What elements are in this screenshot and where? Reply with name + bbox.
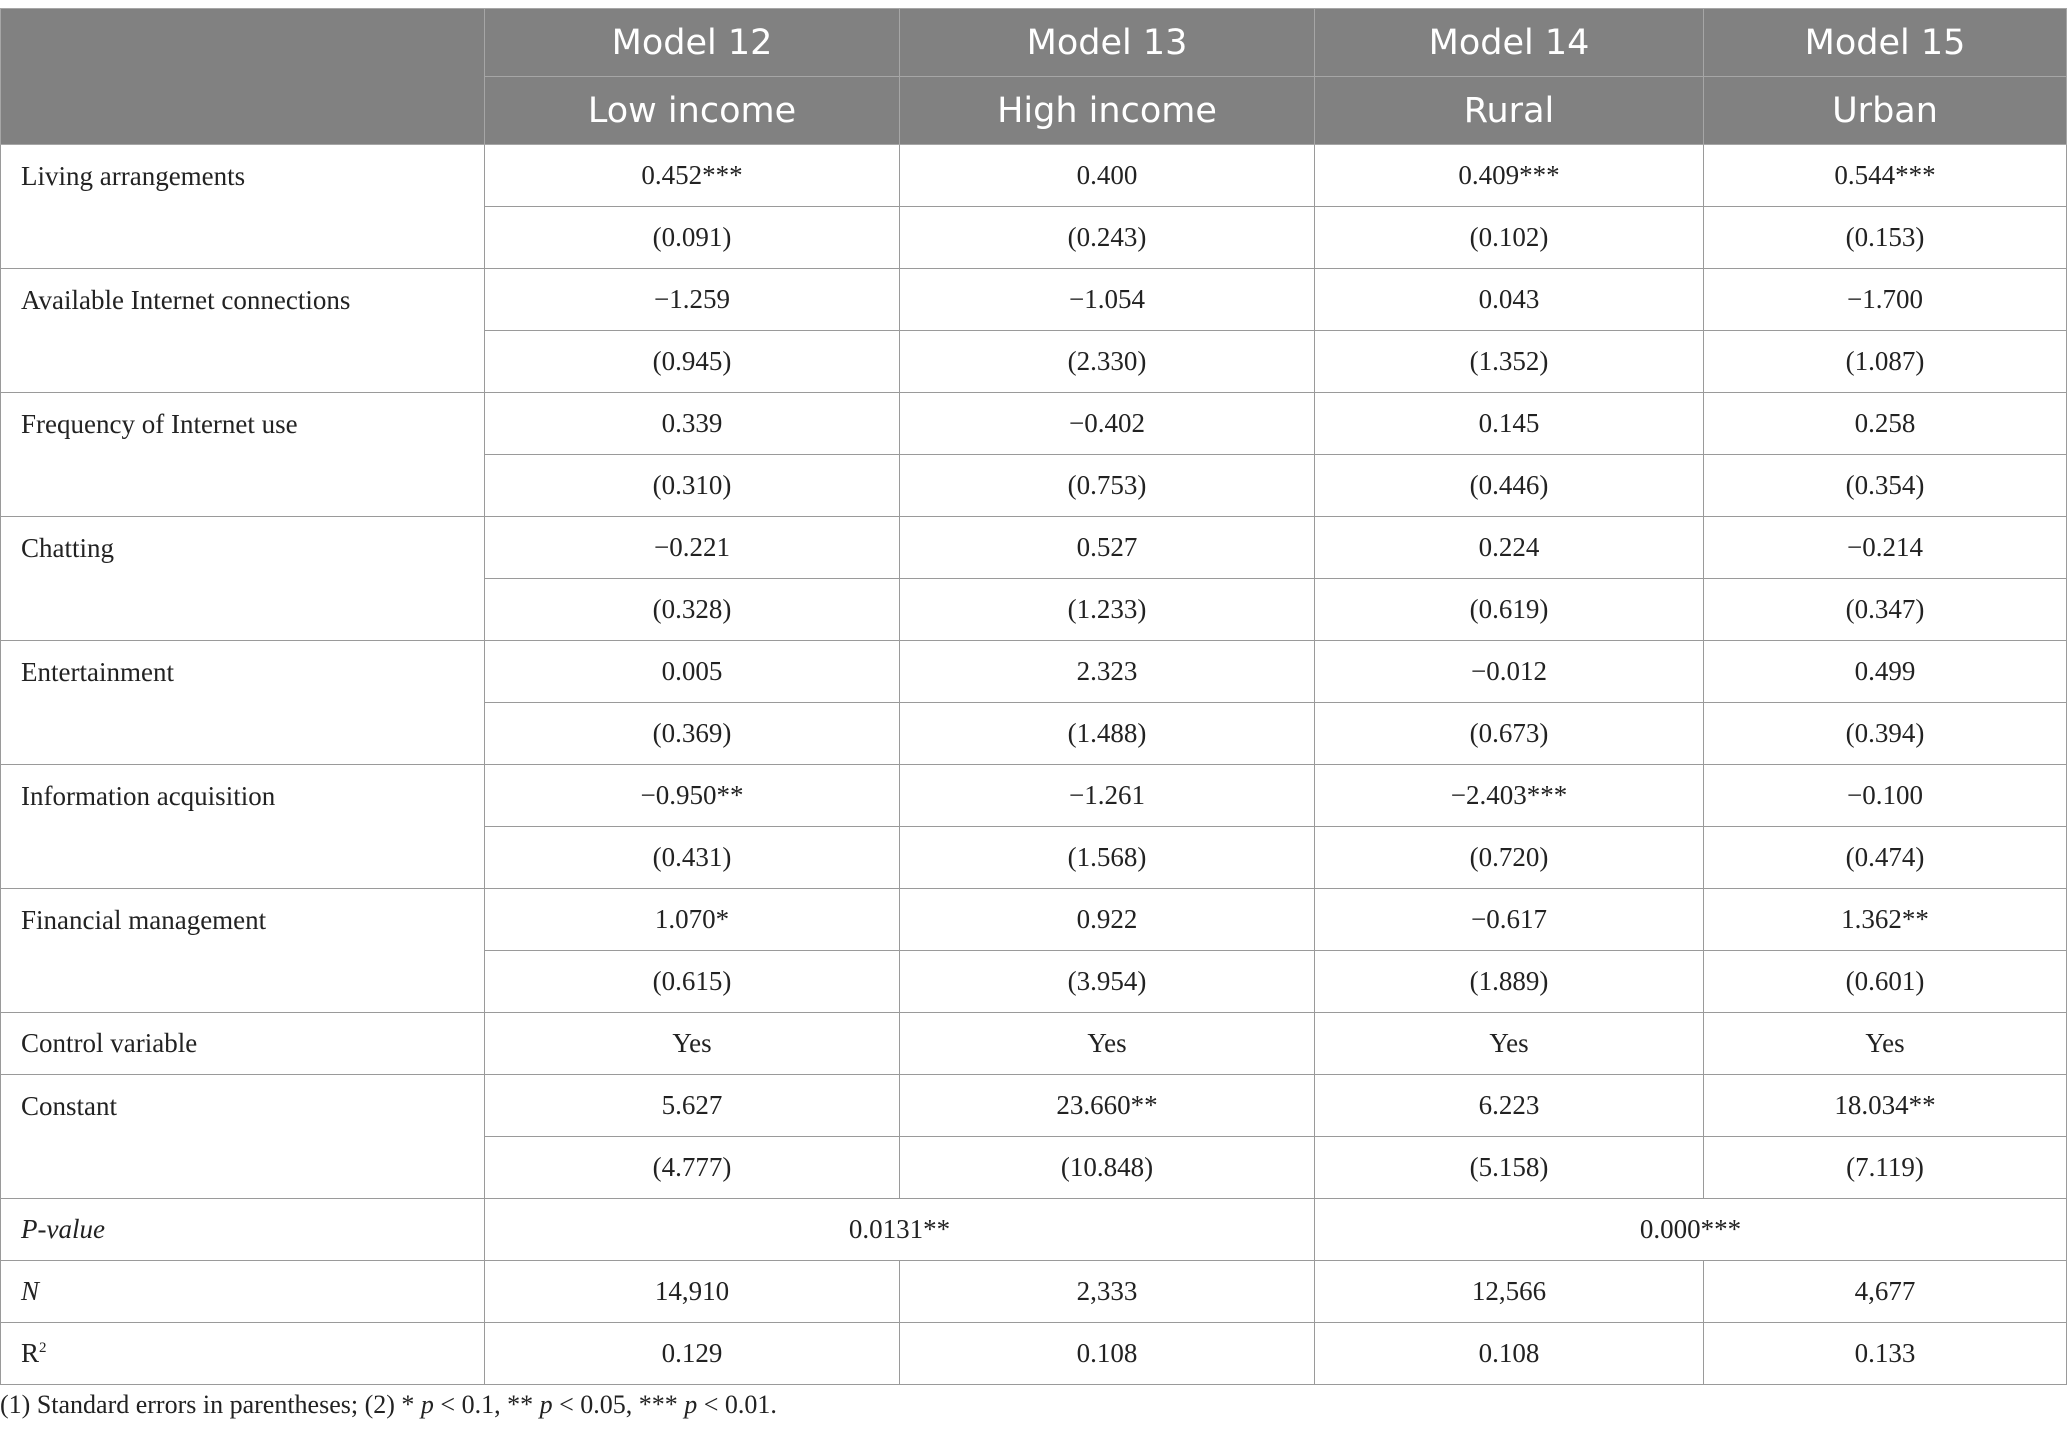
cell-value: 4,677 [1704, 1261, 2067, 1323]
header-row-models [1, 9, 2067, 77]
cell-se: (0.394) [1704, 703, 2067, 765]
cell-value: 0.108 [900, 1323, 1315, 1385]
cell-value: Yes [1315, 1013, 1704, 1075]
cell-value: Yes [485, 1013, 900, 1075]
row-label: Financial management [1, 889, 485, 1013]
cell-coef: −2.403*** [1315, 765, 1704, 827]
cell-coef: −1.054 [900, 269, 1315, 331]
cell-value: 12,566 [1315, 1261, 1704, 1323]
cell-se: (7.119) [1704, 1137, 2067, 1199]
cell-coef: −0.221 [485, 517, 900, 579]
cell-coef: −0.012 [1315, 641, 1704, 703]
header-group: Rural [1315, 77, 1704, 145]
header-model: Model 14 [1315, 9, 1704, 77]
cell-coef: 23.660** [900, 1075, 1315, 1137]
cell-se: (0.446) [1315, 455, 1704, 517]
table-row-n [1, 1261, 2067, 1323]
cell-se: (0.328) [485, 579, 900, 641]
cell-pvalue-income: 0.0131** [485, 1199, 1315, 1261]
cell-value: Yes [900, 1013, 1315, 1075]
cell-value: 0.108 [1315, 1323, 1704, 1385]
cell-coef: 0.544*** [1704, 145, 2067, 207]
cell-se: (0.615) [485, 951, 900, 1013]
table-footnote: (1) Standard errors in parentheses; (2) * p < 0.1, ** p < 0.05, *** p < 0.01. [0, 1390, 777, 1419]
table-row [1, 269, 2067, 331]
cell-se: (1.488) [900, 703, 1315, 765]
cell-value: 0.133 [1704, 1323, 2067, 1385]
table-row [1, 517, 2067, 579]
cell-se: (0.153) [1704, 207, 2067, 269]
cell-value: 2,333 [900, 1261, 1315, 1323]
cell-se: (0.601) [1704, 951, 2067, 1013]
cell-coef: 1.362** [1704, 889, 2067, 951]
cell-se: (2.330) [900, 331, 1315, 393]
cell-se: (1.889) [1315, 951, 1704, 1013]
cell-se: (0.369) [485, 703, 900, 765]
cell-se: (1.087) [1704, 331, 2067, 393]
cell-se: (0.720) [1315, 827, 1704, 889]
cell-coef: 0.409*** [1315, 145, 1704, 207]
regression-table-container [0, 8, 2067, 1385]
regression-table [0, 8, 2067, 1385]
cell-se: (5.158) [1315, 1137, 1704, 1199]
cell-se: (0.673) [1315, 703, 1704, 765]
cell-se: (1.568) [900, 827, 1315, 889]
table-row [1, 889, 2067, 951]
table-row [1, 393, 2067, 455]
row-label: Available Internet connections [1, 269, 485, 393]
cell-coef: −1.259 [485, 269, 900, 331]
cell-coef: 0.922 [900, 889, 1315, 951]
cell-se: (0.753) [900, 455, 1315, 517]
row-label: Information acquisition [1, 765, 485, 889]
cell-coef: 18.034** [1704, 1075, 2067, 1137]
table-row-pvalue [1, 1199, 2067, 1261]
cell-coef: 0.527 [900, 517, 1315, 579]
cell-se: (1.352) [1315, 331, 1704, 393]
table-body [1, 145, 2067, 1385]
row-label: Chatting [1, 517, 485, 641]
row-label: N [1, 1261, 485, 1323]
cell-se: (0.347) [1704, 579, 2067, 641]
cell-coef: 0.339 [485, 393, 900, 455]
cell-coef: 1.070* [485, 889, 900, 951]
table-row-control [1, 1013, 2067, 1075]
cell-coef: −1.700 [1704, 269, 2067, 331]
cell-coef: −0.950** [485, 765, 900, 827]
table-row [1, 765, 2067, 827]
cell-se: (0.619) [1315, 579, 1704, 641]
cell-coef: 5.627 [485, 1075, 900, 1137]
cell-coef: 6.223 [1315, 1075, 1704, 1137]
cell-value: 14,910 [485, 1261, 900, 1323]
header-group: High income [900, 77, 1315, 145]
row-label: Constant [1, 1075, 485, 1199]
cell-coef: −0.617 [1315, 889, 1704, 951]
cell-se: (0.945) [485, 331, 900, 393]
header-group: Urban [1704, 77, 2067, 145]
table-row [1, 145, 2067, 207]
header-model: Model 15 [1704, 9, 2067, 77]
cell-coef: 0.452*** [485, 145, 900, 207]
row-label: Control variable [1, 1013, 485, 1075]
cell-value: 0.129 [485, 1323, 900, 1385]
table-row [1, 641, 2067, 703]
header-group: Low income [485, 77, 900, 145]
cell-coef: 0.499 [1704, 641, 2067, 703]
row-label: P-value [1, 1199, 485, 1261]
row-label: Frequency of Internet use [1, 393, 485, 517]
header-model: Model 12 [485, 9, 900, 77]
cell-coef: −0.214 [1704, 517, 2067, 579]
cell-se: (0.091) [485, 207, 900, 269]
cell-coef: 0.145 [1315, 393, 1704, 455]
cell-se: (10.848) [900, 1137, 1315, 1199]
cell-coef: 2.323 [900, 641, 1315, 703]
cell-se: (0.354) [1704, 455, 2067, 517]
row-label [1, 1323, 485, 1385]
cell-se: (4.777) [485, 1137, 900, 1199]
cell-se: (0.243) [900, 207, 1315, 269]
cell-coef: 0.224 [1315, 517, 1704, 579]
header-blank-cell [1, 9, 485, 145]
r2-superscript: 2 [39, 1340, 47, 1356]
row-label: Living arrangements [1, 145, 485, 269]
cell-se: (0.310) [485, 455, 900, 517]
cell-coef: −1.261 [900, 765, 1315, 827]
cell-se: (3.954) [900, 951, 1315, 1013]
row-label: Entertainment [1, 641, 485, 765]
cell-coef: 0.005 [485, 641, 900, 703]
cell-coef: 0.043 [1315, 269, 1704, 331]
cell-coef: 0.258 [1704, 393, 2067, 455]
cell-se: (0.102) [1315, 207, 1704, 269]
cell-coef: 0.400 [900, 145, 1315, 207]
cell-se: (0.474) [1704, 827, 2067, 889]
cell-se: (0.431) [485, 827, 900, 889]
cell-se: (1.233) [900, 579, 1315, 641]
r2-label: R [21, 1338, 40, 1368]
cell-coef: −0.100 [1704, 765, 2067, 827]
cell-pvalue-region: 0.000*** [1315, 1199, 2067, 1261]
table-header [1, 9, 2067, 145]
header-model: Model 13 [900, 9, 1315, 77]
table-row-constant [1, 1075, 2067, 1137]
table-row-r2 [1, 1323, 2067, 1385]
cell-coef: −0.402 [900, 393, 1315, 455]
cell-value: Yes [1704, 1013, 2067, 1075]
